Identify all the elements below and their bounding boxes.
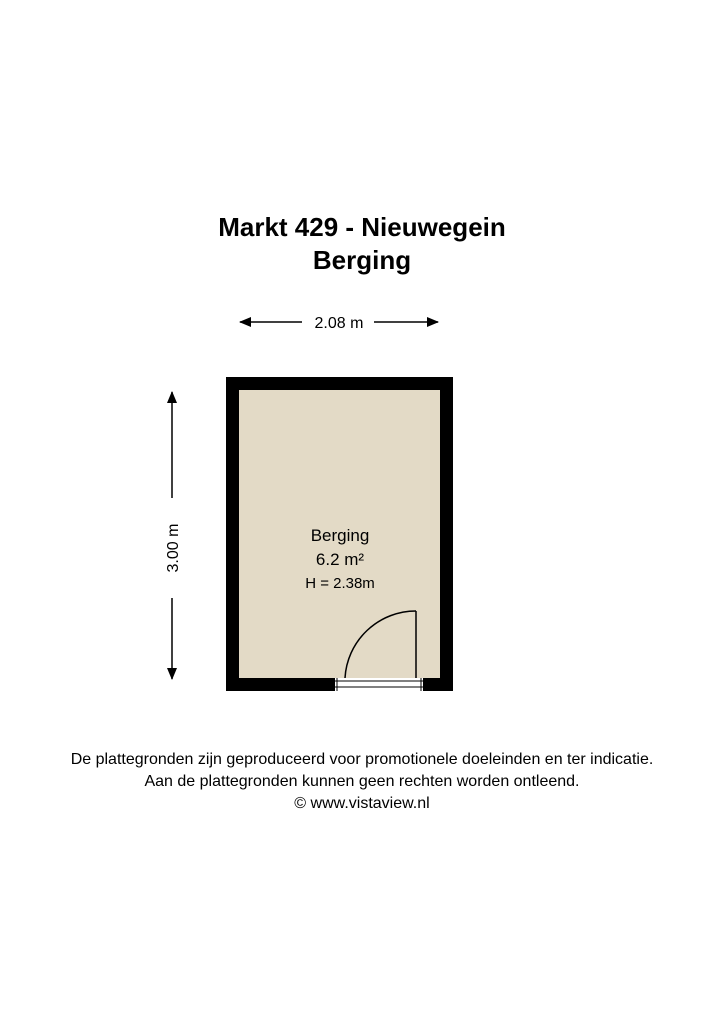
- height-dimension: [165, 392, 182, 679]
- room-name: Berging: [310, 526, 370, 545]
- disclaimer-line-2: Aan de plattegronden kunnen geen rechten worden ontleend.: [144, 773, 580, 790]
- width-dimension-label: 2.08 m: [314, 315, 364, 332]
- door-opening: [335, 678, 423, 691]
- plan-subtitle: Berging: [312, 245, 412, 275]
- width-dimension: [240, 315, 438, 332]
- room-area: 6.2 m²: [315, 550, 365, 569]
- room-height: H = 2.38m: [305, 575, 375, 592]
- plan-title: Markt 429 - Nieuwegein: [218, 212, 506, 242]
- room-berging: [226, 377, 453, 691]
- copyright-line: © www.vistaview.nl: [294, 795, 430, 812]
- height-dimension-label: 3.00 m: [165, 523, 182, 573]
- disclaimer-line-1: De plattegronden zijn geproduceerd voor promotionele doeleinden en ter indicatie.: [70, 751, 654, 768]
